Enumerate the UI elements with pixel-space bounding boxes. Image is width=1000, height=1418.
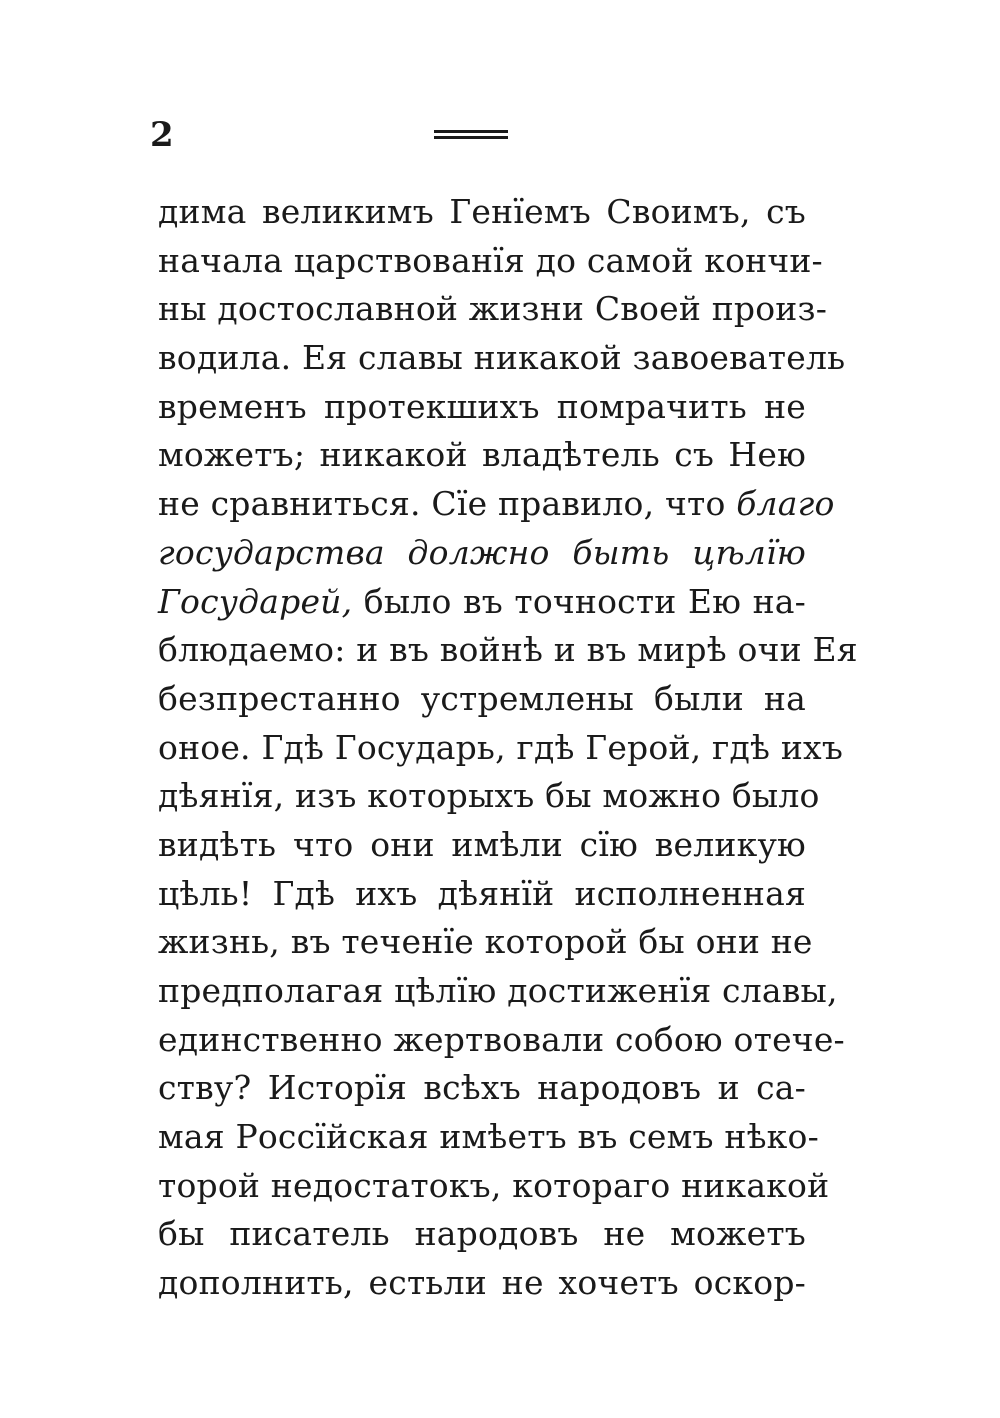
- text-line: [158, 675, 806, 724]
- text-line: [158, 1210, 806, 1259]
- text-line: [158, 1064, 806, 1113]
- text-line: [158, 626, 858, 675]
- text-run: жизнь, въ теченїе которой бы они не: [158, 922, 813, 962]
- header-rule-line: [434, 136, 508, 139]
- text-line: [158, 334, 846, 383]
- text-run: водила. Ея славы никакой завоеватель: [158, 338, 846, 378]
- text-run: дополнить, естьли не хочетъ оскор-: [158, 1263, 806, 1303]
- text-run: торой недостатокъ, котораго никакой: [158, 1165, 830, 1205]
- text-line: [158, 918, 813, 967]
- text-run: начала царствованїя до самой кончи-: [158, 240, 823, 280]
- text-line: [158, 870, 806, 919]
- italic-text: благо: [736, 484, 835, 524]
- text-line: [158, 578, 806, 627]
- text-line: [158, 431, 806, 480]
- text-line: [158, 1016, 845, 1065]
- text-line: [158, 967, 838, 1016]
- text-line: [158, 188, 806, 237]
- text-run: оное. Гдѣ Государь, гдѣ Герой, гдѣ ихъ: [158, 727, 844, 767]
- text-run: ству? Исторїя всѣхъ народовъ и са-: [158, 1068, 806, 1108]
- text-line: [158, 285, 828, 334]
- text-run: видѣть что они имѣли сїю великую: [158, 824, 806, 864]
- header-rule-line: [434, 130, 508, 133]
- text-line: [158, 772, 820, 821]
- body-text: [158, 188, 858, 1308]
- text-run: ны достославной жизни Своей произ-: [158, 289, 828, 329]
- text-run: не сравниться. Сїе правило, что: [158, 484, 737, 524]
- text-run: блюдаемо: и въ войнѣ и въ мирѣ очи Ея: [158, 630, 858, 670]
- page-number: 2: [150, 115, 174, 155]
- text-run: единственно жертвовали собою отече-: [158, 1019, 845, 1059]
- text-line: [158, 383, 806, 432]
- text-run: бы писатель народовъ не можетъ: [158, 1214, 806, 1254]
- text-run: дима великимъ Генїемъ Своимъ, съ: [158, 192, 806, 231]
- text-run: предполагая цѣлїю достиженїя славы,: [158, 971, 838, 1010]
- italic-text: Государей,: [158, 581, 353, 621]
- text-line: [158, 1113, 819, 1162]
- text-line: [158, 1162, 830, 1211]
- text-line: [158, 821, 806, 870]
- text-line: [158, 480, 835, 529]
- text-line: [158, 237, 823, 286]
- text-run: цѣль! Гдѣ ихъ дѣянїй исполненная: [158, 873, 806, 913]
- text-run: мая Россїйская имѣетъ въ семъ нѣко-: [158, 1117, 819, 1157]
- text-line: [158, 1259, 806, 1308]
- text-run: дѣянїя, изъ которыхъ бы можно было: [158, 776, 820, 816]
- text-run: было въ точности Ею на-: [352, 581, 806, 621]
- text-line: [158, 724, 844, 773]
- header-rule: [434, 130, 508, 142]
- text-line: [158, 529, 806, 578]
- text-run: можетъ; никакой владѣтель съ Нею: [158, 435, 806, 475]
- italic-text: государства должно быть цѣлїю: [158, 532, 806, 572]
- text-run: безпрестанно устремлены были на: [158, 678, 806, 718]
- text-run: временъ протекшихъ помрачить не: [158, 386, 806, 426]
